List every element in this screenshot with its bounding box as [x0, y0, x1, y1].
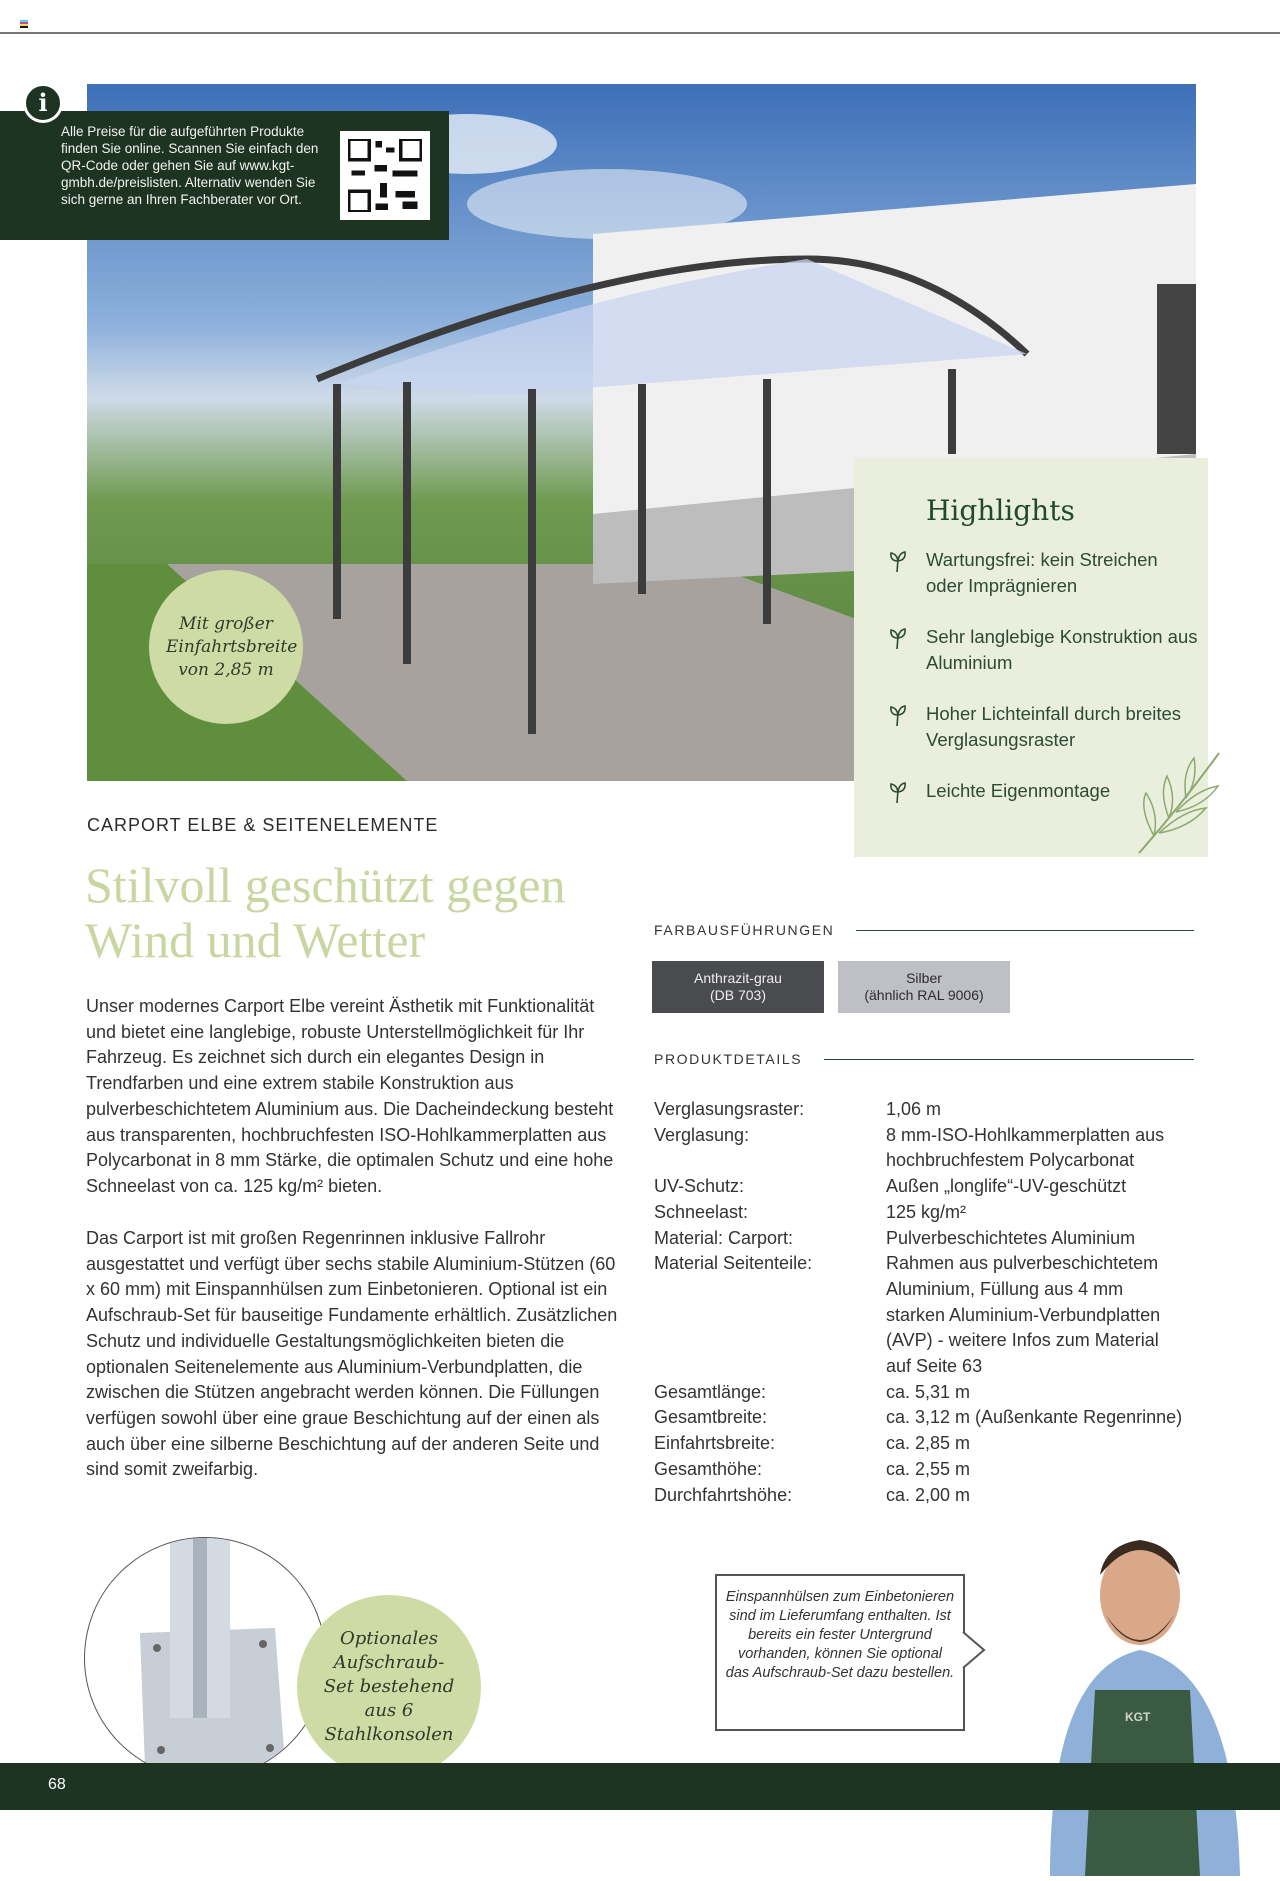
highlight-text: Leichte Eigenmontage	[926, 780, 1111, 801]
detail-label: Verglasungsraster:	[654, 1099, 805, 1119]
detail-value: Außen „longlife“-UV-geschützt	[886, 1176, 1127, 1197]
callout-pointer	[962, 1630, 986, 1670]
detail-value: Pulverbeschichtetes Aluminium	[886, 1227, 1136, 1248]
description-paragraph-2: Das Carport ist mit großen Regenrinnen inklusive Fallrohr ausgestattet und verfügt über sechs stabile Aluminium-Stützen (60 x 60 mm) mit Einspannhülsen zum Einbetonieren. Optional ist ein Aufschraub-Set für bauseitige Fundamente erhältlich. Zusätzlichen Schutz und individuelle Gestaltungsmöglichkeiten bieten die optionalen Seitenelemente aus Aluminium-Verbundplatten, die zwischen die Stützen angebracht werden können. Die Füllungen verfügen sowohl über eine graue Beschichtung auf der einen als auch über eine silberne Beschichtung auf der anderen Seite und sind somit zweifarbig.	[86, 1228, 618, 1480]
swatch-name: Anthrazit-grau	[694, 970, 782, 986]
detail-row	[654, 1405, 1274, 1431]
qr-code[interactable]	[340, 131, 430, 220]
detail-label: Gesamtlänge:	[654, 1381, 767, 1402]
detail-value: Rahmen aus pulverbeschichtetem Aluminium, Füllung aus 4 mm starken Aluminium-Verbundplatten (AVP) - weitere Infos zum Material auf Seite 63	[886, 1253, 1161, 1377]
detail-value: ca. 5,31 m	[886, 1381, 971, 1402]
info-icon: i	[23, 83, 63, 123]
entry-width-text: Mit großer Einfahrtsbreite von 2,85 m	[166, 613, 298, 680]
detail-row	[654, 1200, 1274, 1226]
highlight-text: Wartungsfrei: kein Streichen oder Imprägnieren	[926, 549, 1158, 596]
colors-section-title	[654, 922, 1194, 938]
detail-value: 8 mm-ISO-Hohlkammerplatten aus hochbruchfestem Polycarbonat	[886, 1124, 1165, 1171]
swatch-code: (ähnlich RAL 9006)	[864, 987, 984, 1003]
detail-row	[654, 1123, 1274, 1174]
detail-row	[654, 1380, 1274, 1406]
swatch-silver	[838, 961, 1010, 1013]
description-paragraph-1: Unser modernes Carport Elbe vereint Ästhetik mit Funktionalität und bietet eine langlebige, robuste Unterstellmöglichkeit für Ihr Fahrzeug. Es zeichnet sich durch ein elegantes Design in Trendfarben und eine extrem stabile Konstruktion aus pulverbeschichtetem Aluminium aus. Die Dacheindeckung besteht aus transparenten, hochbruchfesten ISO-Hohlkammerplatten aus Polycarbonat in 8 mm Stärke, die optimalen Schutz und eine hohe Schneelast von ca. 125 kg/m² bieten.	[86, 996, 614, 1196]
detail-row	[654, 1226, 1274, 1252]
highlight-item	[926, 701, 1208, 753]
highlight-text: Sehr langlebige Konstruktion aus Aluminium	[926, 626, 1198, 673]
highlights-box	[854, 458, 1208, 857]
colors-title-text: FARBAUSFÜHRUNGEN	[654, 922, 835, 938]
divider	[824, 1059, 1194, 1060]
sprout-icon	[888, 780, 908, 804]
screw-set-photo	[84, 1537, 326, 1779]
detail-row	[654, 1457, 1274, 1483]
page-number: 68	[48, 1776, 66, 1793]
top-rule	[0, 32, 1280, 34]
apron-logo: KGT	[1125, 1710, 1151, 1724]
detail-value: ca. 2,85 m	[886, 1433, 971, 1454]
swatch-code: (DB 703)	[709, 987, 767, 1003]
detail-row	[654, 1483, 1274, 1509]
detail-row	[654, 1431, 1274, 1457]
highlight-item	[926, 547, 1208, 599]
screw-set-badge	[297, 1595, 481, 1779]
detail-value: 125 kg/m²	[886, 1201, 967, 1222]
highlight-text: Hoher Lichteinfall durch breites Verglasungsraster	[926, 703, 1182, 750]
detail-label: Schneelast:	[654, 1201, 749, 1222]
detail-value: ca. 2,55 m	[886, 1458, 971, 1479]
details-section-title	[654, 1051, 1194, 1067]
sprout-icon	[888, 626, 908, 650]
advisor-callout: Einspannhülsen zum Einbetonieren sind im Lieferumfang enthalten. Ist bereits ein fester Untergrund vorhanden, können Sie optional das Aufschraub-Set dazu bestellen.	[715, 1574, 965, 1731]
detail-label: Material: Carport:	[654, 1227, 794, 1248]
detail-label: Einfahrtsbreite:	[654, 1433, 776, 1454]
print-color-marks	[20, 20, 28, 28]
detail-value: 1,06 m	[886, 1099, 942, 1119]
detail-label: Gesamtbreite:	[654, 1407, 768, 1428]
detail-label: Material Seitenteile:	[654, 1253, 813, 1274]
page-headline: Stilvoll geschützt gegen Wind und Wetter	[85, 857, 566, 968]
highlight-item	[926, 624, 1208, 676]
detail-value: ca. 3,12 m (Außenkante Regenrinne)	[886, 1407, 1183, 1428]
product-kicker: CARPORT ELBE & SEITENELEMENTE	[87, 815, 439, 835]
detail-row	[654, 1251, 1274, 1380]
product-details-table	[654, 1097, 1274, 1508]
price-info-text: Alle Preise für die aufgeführten Produkte finden Sie online. Scannen Sie einfach den QR-Code oder gehen Sie auf www.kgt-gmbh.de/preislisten. Alternativ wenden Sie sich gerne an Ihren Fachberater vor Ort.	[61, 124, 319, 207]
detail-label: Gesamthöhe:	[654, 1458, 763, 1479]
swatch-name: Silber	[906, 970, 942, 986]
highlights-title: Highlights	[926, 494, 1075, 527]
detail-label: Durchfahrtshöhe:	[654, 1484, 793, 1505]
entry-width-badge	[149, 570, 303, 724]
detail-label: Verglasung:	[654, 1124, 750, 1145]
fern-leaf-icon	[1134, 748, 1224, 858]
details-title-text: PRODUKTDETAILS	[654, 1051, 803, 1067]
detail-value: ca. 2,00 m	[886, 1484, 971, 1505]
detail-label: UV-Schutz:	[654, 1176, 745, 1197]
detail-row	[654, 1097, 1274, 1123]
footer-bar	[0, 1763, 1280, 1810]
advisor-photo	[1040, 1520, 1248, 1876]
divider	[856, 930, 1194, 931]
screw-set-text: Optionales Aufschraub-Set bestehend aus 6 Stahlkonsolen	[323, 1628, 455, 1745]
sprout-icon	[888, 703, 908, 727]
detail-row	[654, 1174, 1274, 1200]
sprout-icon	[888, 549, 908, 573]
swatch-anthracite	[652, 961, 824, 1013]
